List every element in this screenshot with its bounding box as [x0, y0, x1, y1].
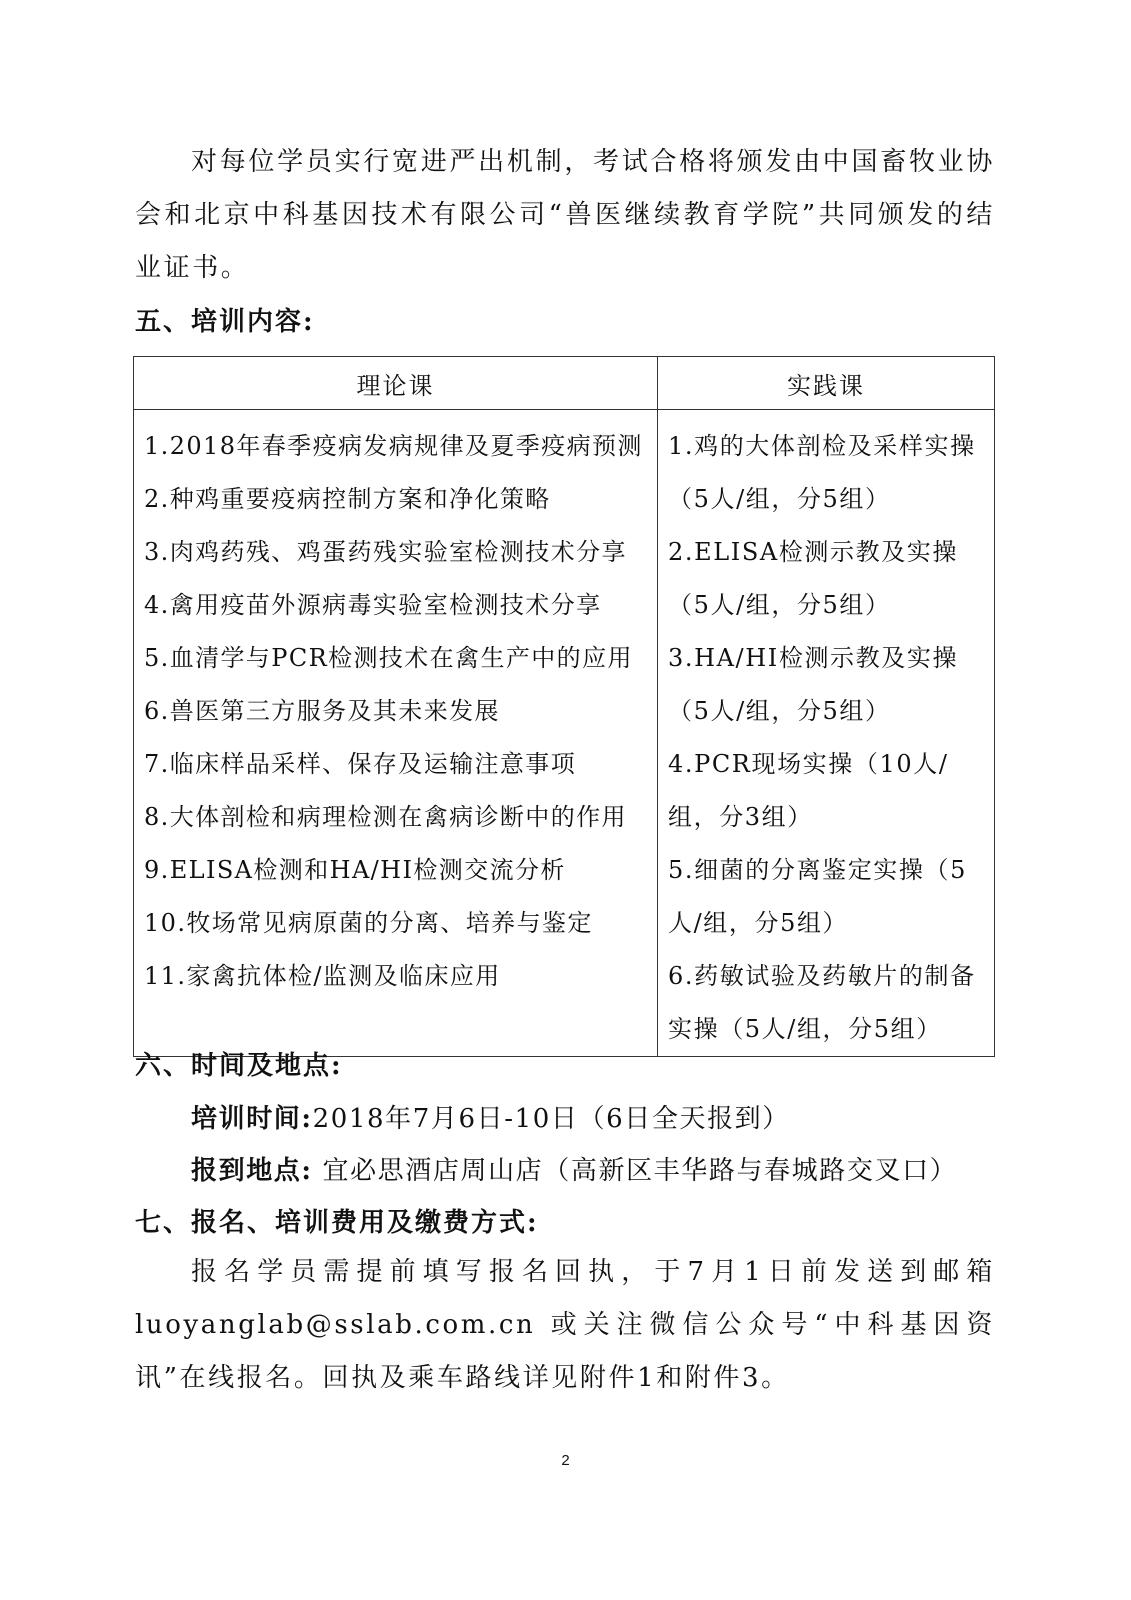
- theory-item: 2.种鸡重要疫病控制方案和净化策略: [144, 485, 551, 513]
- theory-item: 11.家禽抗体检/监测及临床应用: [144, 962, 501, 990]
- course-table: [133, 356, 995, 1057]
- header-theory: 理论课: [134, 357, 658, 410]
- theory-item: 1.2018年春季疫病发病规律及夏季疫病预测: [144, 432, 643, 460]
- check-in-place-line: [191, 1151, 957, 1191]
- registration-paragraph: 报名学员需提前填写报名回执，于7月1日前发送到邮箱luoyanglab@sslab.com.cn 或关注微信公众号“中科基因资讯”在线报名。回执及乘车路线详见附件1和附件3。: [135, 1257, 995, 1393]
- check-in-place-label: 报到地点:: [191, 1156, 313, 1186]
- theory-course-list: [134, 410, 658, 1057]
- certificate-paragraph: 对每位学员实行宽进严出机制，考试合格将颁发由中国畜牧业协会和北京中科基因技术有限公司“兽医继续教育学院”共同颁发的结业证书。: [135, 147, 995, 283]
- theory-item: 6.兽医第三方服务及其未来发展: [144, 697, 500, 725]
- theory-item: 4.禽用疫苗外源病毒实验室检测技术分享: [144, 591, 602, 619]
- training-time-line: [191, 1099, 790, 1139]
- theory-item: 10.牧场常见病原菌的分离、培养与鉴定: [144, 909, 593, 937]
- theory-item: 5.血清学与PCR检测技术在禽生产中的应用: [144, 644, 633, 672]
- practice-item: 4.PCR现场实操（10人/组，分3组）: [668, 750, 949, 831]
- page-number: 2: [561, 1452, 570, 1469]
- practice-item: 5.细菌的分离鉴定实操（5人/组，分5组）: [668, 856, 967, 937]
- theory-item: 7.临床样品采样、保存及运输注意事项: [144, 750, 577, 778]
- theory-item: 3.肉鸡药残、鸡蛋药残实验室检测技术分享: [144, 538, 627, 566]
- practice-item: 6.药敏试验及药敏片的制备实操（5人/组，分5组）: [668, 962, 976, 1043]
- section-heading-registration: 七、报名、培训费用及缴费方式:: [135, 1208, 539, 1238]
- practice-item: 1.鸡的大体剖检及采样实操（5人/组，分5组）: [668, 432, 976, 513]
- check-in-place-value: 宜必思酒店周山店（高新区丰华路与春城路交叉口）: [312, 1156, 958, 1186]
- practice-item: 3.HA/HI检测示教及实操（5人/组，分5组）: [668, 644, 959, 725]
- section-heading-training-content: 五、培训内容:: [135, 307, 315, 337]
- training-time-value: 2018年7月6日-10日（6日全天报到）: [312, 1104, 790, 1134]
- practice-item: 2.ELISA检测示教及实操（5人/组，分5组）: [668, 538, 959, 619]
- theory-item: 9.ELISA检测和HA/HI检测交流分析: [144, 856, 566, 884]
- practice-course-list: [658, 410, 995, 1057]
- training-time-label: 培训时间:: [191, 1104, 313, 1134]
- section-heading-time-place: 六、时间及地点:: [135, 1051, 343, 1081]
- header-practice: 实践课: [658, 357, 995, 410]
- table-header-row: [134, 357, 995, 410]
- theory-item: 8.大体剖检和病理检测在禽病诊断中的作用: [144, 803, 627, 831]
